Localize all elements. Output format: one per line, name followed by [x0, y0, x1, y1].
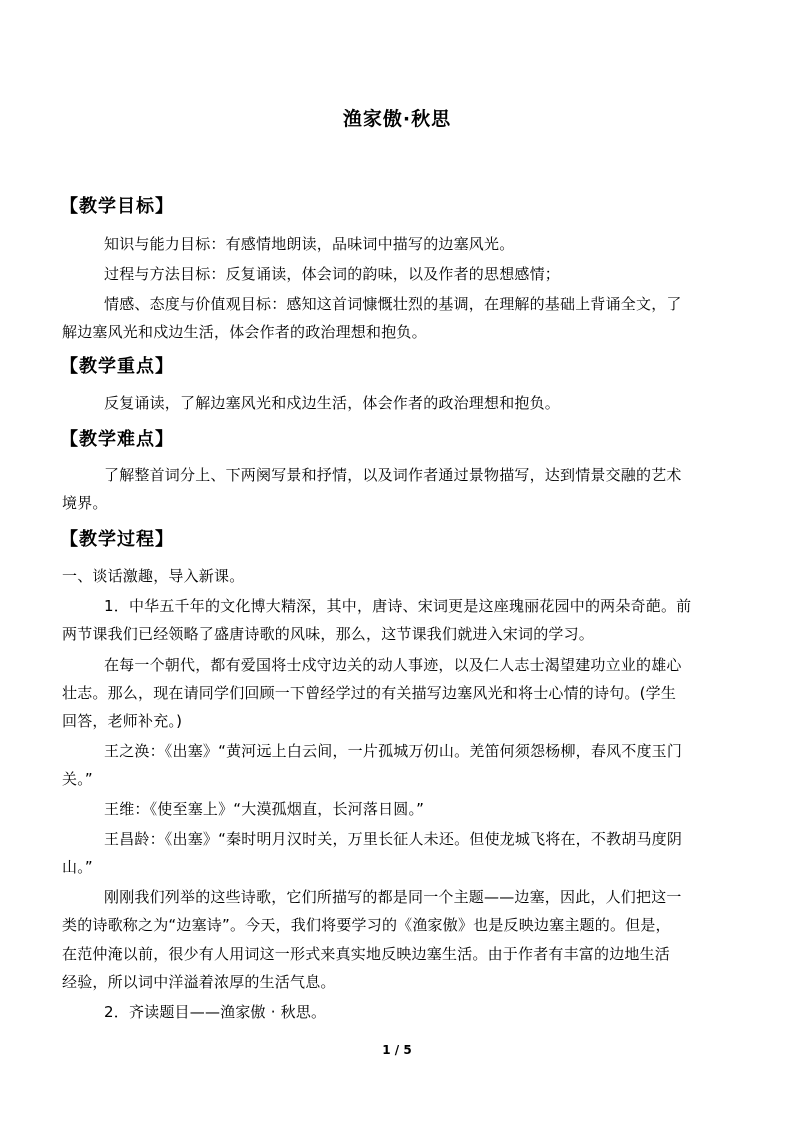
text-line: 过程与方法目标：反复诵读，体会词的韵味，以及作者的思想感情； [104, 265, 561, 283]
text-line: 一、谈话激趣，导入新课。 [62, 567, 245, 585]
page-title: 渔家傲·秋思 [342, 108, 452, 130]
text-line: 情感、态度与价值观目标：感知这首词慷慨壮烈的基调，在理解的基础上背诵全文，了 [104, 295, 682, 313]
text-line: 境界。 [62, 494, 108, 512]
text-line: 关。” [62, 770, 93, 788]
section-heading-difficulties: 【教学难点】 [60, 429, 174, 450]
text-line: 王之涣：《出塞》“黄河远上白云间，一片孤城万仞山。羌笛何须怨杨柳，春风不度玉门 [104, 742, 683, 760]
page-number: 1 / 5 [382, 1043, 412, 1057]
text-line: 刚刚我们列举的这些诗歌，它们所描写的都是同一个主题——边塞，因此，人们把这一 [104, 888, 682, 906]
section-heading-key-points: 【教学重点】 [60, 356, 174, 377]
text-line: 反复诵读，了解边塞风光和戍边生活，体会作者的政治理想和抱负。 [104, 394, 561, 412]
text-line: 类的诗歌称之为“边塞诗”。今天，我们将要学习的《渔家傲》也是反映边塞主题的。但是， [62, 916, 671, 934]
text-line: 经验，所以词中洋溢着浓厚的生活气息。 [62, 973, 336, 991]
text-line: 知识与能力目标：有感情地朗读，品味词中描写的边塞风光。 [104, 235, 515, 253]
text-line: 在每一个朝代，都有爱国将士戍守边关的动人事迹，以及仁人志士渴望建功立业的雄心 [104, 656, 682, 674]
text-line: 1．中华五千年的文化博大精深，其中，唐诗、宋词更是这座瑰丽花园中的两朵奇葩。前 [104, 597, 692, 615]
text-line: 解边塞风光和戍边生活，体会作者的政治理想和抱负。 [62, 323, 427, 341]
text-line: 王昌龄：《出塞》“秦时明月汉时关，万里长征人未还。但使龙城飞将在，不教胡马度阴 [104, 830, 683, 848]
text-line: 了解整首词分上、下两阕写景和抒情，以及词作者通过景物描写，达到情景交融的艺术 [104, 466, 682, 484]
text-line: 山。” [62, 858, 93, 876]
section-heading-objectives: 【教学目标】 [60, 196, 174, 217]
text-line: 回答，老师补充。) [62, 712, 183, 730]
text-line: 在范仲淹以前，很少有人用词这一形式来真实地反映边塞生活。由于作者有丰富的边地生活 [62, 945, 671, 963]
section-heading-process: 【教学过程】 [60, 529, 174, 550]
text-line: 王维：《使至塞上》“大漠孤烟直，长河落日圆。” [104, 800, 425, 818]
text-line: 壮志。那么，现在请同学们回顾一下曾经学过的有关描写边塞风光和将士心情的诗句。(学生 [62, 684, 677, 702]
text-line: 两节课我们已经领略了盛唐诗歌的风味，那么，这节课我们就进入宋词的学习。 [62, 625, 595, 643]
text-line: 2．齐读题目——渔家傲 · 秋思。 [104, 1003, 327, 1021]
